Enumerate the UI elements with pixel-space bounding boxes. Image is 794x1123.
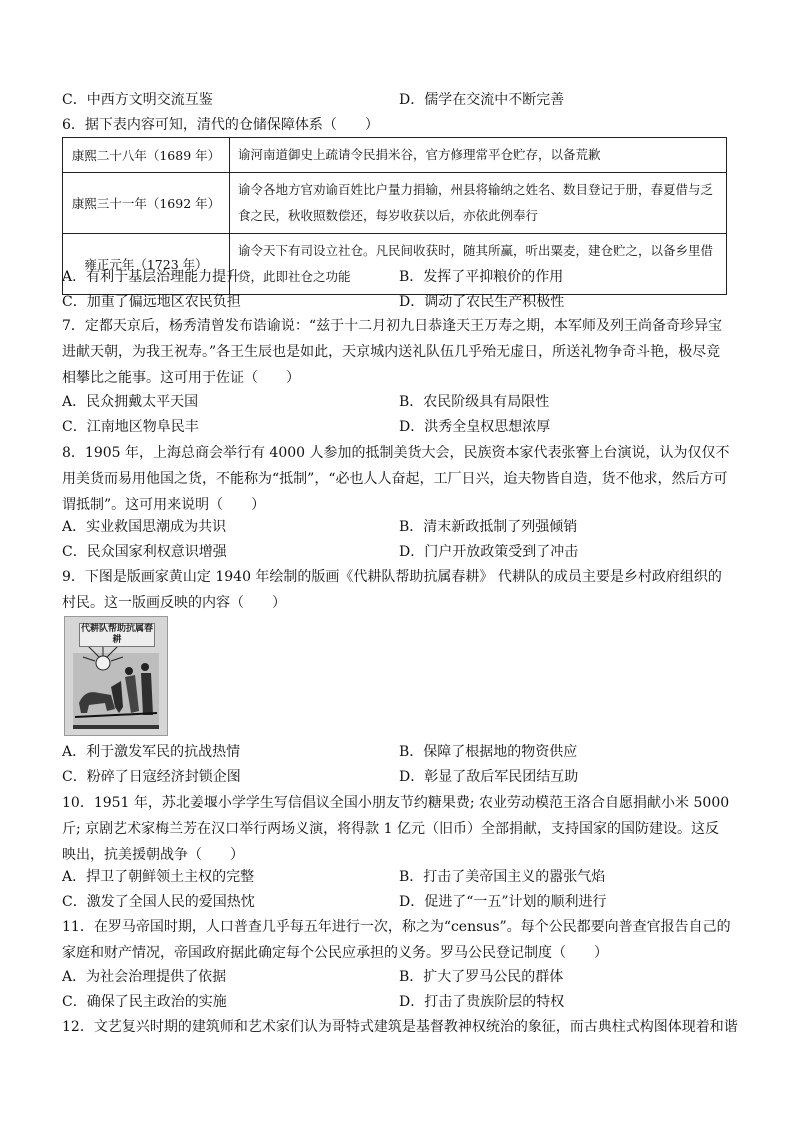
q8-options-row-2 xyxy=(62,541,742,563)
q8-options-row-1 xyxy=(62,516,742,538)
print-title-plate: 代耕队帮助抗属春耕 xyxy=(80,624,153,645)
q7-option-b: B．农民阶级具有局限性 xyxy=(399,394,550,410)
q11-option-a: A．为社会治理提供了依据 xyxy=(62,969,227,985)
q8-option-c: C．民众国家利权意识增强 xyxy=(62,544,227,560)
q7-option-d: D．洪秀全皇权思想浓厚 xyxy=(399,419,551,435)
q6-option-a: A．有利于基层治理能力提升 xyxy=(62,269,241,285)
q5-option-d: D．儒学在交流中不断完善 xyxy=(399,92,565,108)
q8-option-b: B．清末新政抵制了列强倾销 xyxy=(399,519,578,535)
q11-option-c: C．确保了民主政治的实施 xyxy=(62,994,227,1010)
q11-options-row-1 xyxy=(62,966,742,988)
q8-option-d: D．门户开放政策受到了冲击 xyxy=(399,544,579,560)
table-content-cell: 谕令各地方官劝谕百姓比户量力捐输，州县将输纳之姓名、数目登记于册，春夏借与乏食之民，秋收照数偿还，每岁收获以后，亦依此例奉行 xyxy=(230,173,727,234)
q11-option-b: B．扩大了罗马公民的群体 xyxy=(399,969,564,985)
q6-option-c: C．加重了偏远地区农民负担 xyxy=(62,294,241,310)
q9-option-c: C．粉碎了日寇经济封锁企图 xyxy=(62,769,241,785)
q9-option-b: B．保障了根据地的物资供应 xyxy=(399,744,578,760)
q9-options-row-1 xyxy=(62,741,742,763)
q7-options-row-2 xyxy=(62,416,742,438)
woodcut-print-image xyxy=(64,616,168,736)
q5-option-c: C．中西方文明交流互鉴 xyxy=(62,92,213,108)
q10-stem: 10．1951 年，苏北姜堰小学学生写信倡议全国小朋友节约糖果费; 农业劳动模范王洛合自愿捐献小米 5000 斤; 京剧艺术家梅兰芳在汉口举行两场义演，将得款 1 亿元（旧币）全部捐献，支持国家的国防建设。这反映出，抗美援朝战争（ ） xyxy=(62,795,730,863)
q6-options-row-1 xyxy=(62,266,742,288)
q7-options-row-1 xyxy=(62,391,742,413)
q6-stem: 6．据下表内容可知，清代的仓储保障体系（ ） xyxy=(62,117,379,133)
table-year-cell: 康熙三十一年（1692 年） xyxy=(63,173,230,234)
table-row xyxy=(63,173,727,234)
q10-options-row-1 xyxy=(62,866,742,888)
q11-option-d: D．打击了贵族阶层的特权 xyxy=(399,994,565,1010)
q5-options-row xyxy=(62,89,742,111)
q10-option-c: C．激发了全国人民的爱国热忱 xyxy=(62,894,255,910)
q7-option-c: C．江南地区物阜民丰 xyxy=(62,419,199,435)
q6-options-row-2 xyxy=(62,291,742,313)
table-year-cell: 雍正元年（1723 年） xyxy=(63,234,230,295)
q10-option-a: A．捍卫了朝鲜领土主权的完整 xyxy=(62,869,255,885)
table-content-cell: 谕令天下有司设立社仓。凡民间收获时，随其所赢，听出粟麦，建仓贮之，以备乡里借贷，此即社仓之功能 xyxy=(230,234,727,295)
table-content-cell: 谕河南道御史上疏请令民捐米谷，官方修理常平仓贮存，以备荒歉 xyxy=(230,138,727,173)
q10-option-b: B．打击了美帝国主义的嚣张气焰 xyxy=(399,869,606,885)
q10-options-row-2 xyxy=(62,891,742,913)
table-row xyxy=(63,138,727,173)
q12-stem: 12．文艺复兴时期的建筑师和艺术家们认为哥特式建筑是基督教神权统治的象征，而古典柱式构图体现着和谐 xyxy=(62,1019,738,1035)
q8-stem: 8．1905 年，上海总商会举行有 4000 人参加的抵制美货大会，民族资本家代表张謇上台演说，认为仅仅不用美货而易用他国之货，不能称为“抵制”，“必也人人奋起，工厂日兴，迨夫物皆自造，货不他求，然后方可谓抵制”。这可用来说明（ ） xyxy=(62,445,730,513)
q9-options-row-2 xyxy=(62,766,742,788)
q11-options-row-2 xyxy=(62,991,742,1013)
q9-stem: 9．下图是版画家黄山定 1940 年绘制的版画《代耕队帮助抗属春耕》 代耕队的成员主要是乡村政府组织的村民。这一版画反映的内容（ ） xyxy=(62,569,722,611)
q6-option-d: D．调动了农民生产积极性 xyxy=(399,294,565,310)
q7-stem: 7．定都天京后，杨秀清曾发布诰谕说：“兹于十二月初九日恭逢天王万寿之期，本军师及列王尚备奇珍异宝进献天朝，为我王祝寿。”各王生辰也是如此，天京城内送礼队伍几乎殆无虚日，所送礼物争奇斗艳，极尽竞相攀比之能事。这可用于佐证（ ） xyxy=(62,318,723,386)
q8-option-a: A．实业救国思潮成为共识 xyxy=(62,519,227,535)
q9-option-a: A．利于激发军民的抗战热情 xyxy=(62,744,241,760)
q11-stem: 11．在罗马帝国时期，人口普查几乎每五年进行一次，称之为“census”。每个公民都要向普查官报告自己的家庭和财产情况，帝国政府据此确定每个公民应承担的义务。罗马公民登记制度（ ） xyxy=(62,919,731,961)
table-year-cell: 康熙二十八年（1689 年） xyxy=(63,138,230,173)
q9-option-d: D．彰显了敌后军民团结互助 xyxy=(399,769,579,785)
q10-option-d: D．促进了“一五”计划的顺利进行 xyxy=(399,894,607,910)
q7-option-a: A．民众拥戴太平天国 xyxy=(62,394,199,410)
q6-option-b: B．发挥了平抑粮价的作用 xyxy=(399,269,564,285)
